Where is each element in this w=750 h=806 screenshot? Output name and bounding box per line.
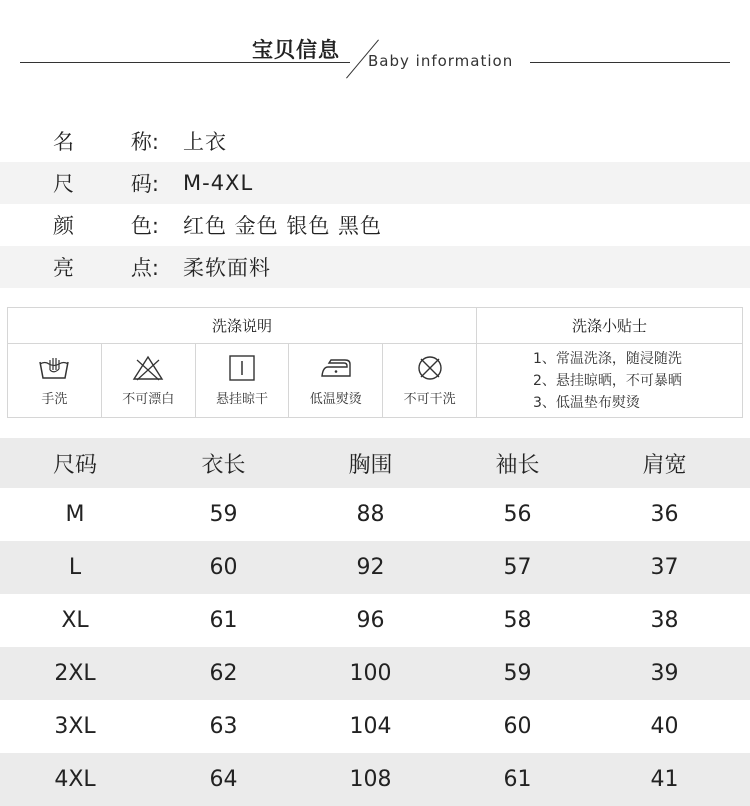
low-iron-icon [319, 354, 353, 382]
size-cell: 58 [503, 608, 532, 633]
info-label [0, 252, 159, 282]
size-cell: 62 [209, 661, 238, 686]
size-cell: 96 [356, 608, 385, 633]
size-cell: 56 [503, 502, 532, 527]
care-left-header: 洗涤说明 [8, 308, 477, 344]
size-cell: 100 [349, 661, 392, 686]
product-info [0, 120, 750, 288]
hand-wash-icon [37, 354, 71, 382]
size-cell: 36 [650, 502, 679, 527]
table-row [0, 541, 750, 594]
size-table-header [0, 438, 750, 488]
info-value: 红色 金色 银色 黑色 [183, 214, 383, 238]
size-cell: 64 [209, 767, 238, 792]
size-cell: 59 [503, 661, 532, 686]
info-label-char: 色: [130, 214, 159, 238]
size-column-header: 肩宽 [642, 452, 687, 478]
info-label-char: 码: [130, 172, 159, 196]
info-label-char: 亮 [53, 256, 74, 280]
care-item-no-dry-clean [383, 344, 476, 417]
info-row-highlight [0, 246, 750, 288]
size-column-header: 衣长 [201, 452, 246, 478]
size-cell: 61 [503, 767, 532, 792]
size-cell: 59 [209, 502, 238, 527]
size-cell: 63 [209, 714, 238, 739]
info-label [0, 126, 159, 156]
size-column-header: 尺码 [52, 452, 97, 478]
table-row [0, 488, 750, 541]
care-item-low-iron [289, 344, 383, 417]
size-cell: XL [61, 608, 89, 633]
table-row [0, 647, 750, 700]
size-cell: 57 [503, 555, 532, 580]
info-row-size [0, 162, 750, 204]
care-tip: 3、低温垫布熨烫 [533, 395, 640, 411]
section-title-cn: 宝贝信息 [252, 38, 340, 62]
care-right-header: 洗涤小贴士 [477, 308, 742, 344]
header-rule-right [530, 62, 730, 63]
info-label-char: 颜 [53, 214, 74, 238]
size-cell: 41 [650, 767, 679, 792]
size-table [0, 438, 750, 806]
size-column-header: 胸围 [348, 452, 393, 478]
info-value: 柔软面料 [183, 256, 271, 280]
info-label [0, 210, 159, 240]
care-caption: 悬挂晾干 [215, 392, 268, 407]
no-bleach-icon [131, 354, 165, 382]
size-cell: M [65, 502, 85, 527]
care-instructions [7, 307, 743, 418]
info-label-char: 称: [130, 130, 159, 154]
info-label [0, 168, 159, 198]
size-cell: 4XL [54, 767, 96, 792]
size-cell: 88 [356, 502, 385, 527]
care-caption: 手洗 [41, 392, 68, 407]
info-label-char: 尺 [53, 172, 74, 196]
info-row-name [0, 120, 750, 162]
size-cell: 38 [650, 608, 679, 633]
info-label-char: 名 [53, 130, 74, 154]
care-item-no-bleach [102, 344, 196, 417]
section-header [0, 0, 750, 100]
table-row [0, 700, 750, 753]
info-value: M-4XL [183, 171, 254, 195]
care-caption: 不可干洗 [403, 392, 456, 407]
info-label-char: 点: [130, 256, 159, 280]
size-cell: 104 [349, 714, 392, 739]
size-cell: 108 [349, 767, 392, 792]
care-tip: 2、悬挂晾晒，不可暴晒 [533, 373, 682, 389]
care-item-hang-dry [196, 344, 290, 417]
size-cell: 61 [209, 608, 238, 633]
size-cell: 39 [650, 661, 679, 686]
size-cell: 92 [356, 555, 385, 580]
size-column-header: 袖长 [495, 452, 540, 478]
size-cell: 37 [650, 555, 679, 580]
size-cell: 60 [503, 714, 532, 739]
no-dry-clean-icon [413, 354, 447, 382]
size-cell: 2XL [54, 661, 96, 686]
care-icon-row [8, 344, 477, 417]
info-row-color [0, 204, 750, 246]
care-tip: 1、常温洗涤，随浸随洗 [533, 351, 682, 367]
care-tips [477, 344, 742, 417]
care-caption: 不可漂白 [122, 392, 175, 407]
size-cell: 3XL [54, 714, 96, 739]
care-item-hand-wash [8, 344, 102, 417]
care-caption: 低温熨烫 [309, 392, 362, 407]
table-row [0, 753, 750, 806]
info-value: 上衣 [183, 130, 227, 154]
section-title-en: Baby information [368, 52, 514, 70]
size-cell: 60 [209, 555, 238, 580]
hang-dry-icon [225, 354, 259, 382]
size-cell: L [68, 555, 82, 580]
size-cell: 40 [650, 714, 679, 739]
table-row [0, 594, 750, 647]
